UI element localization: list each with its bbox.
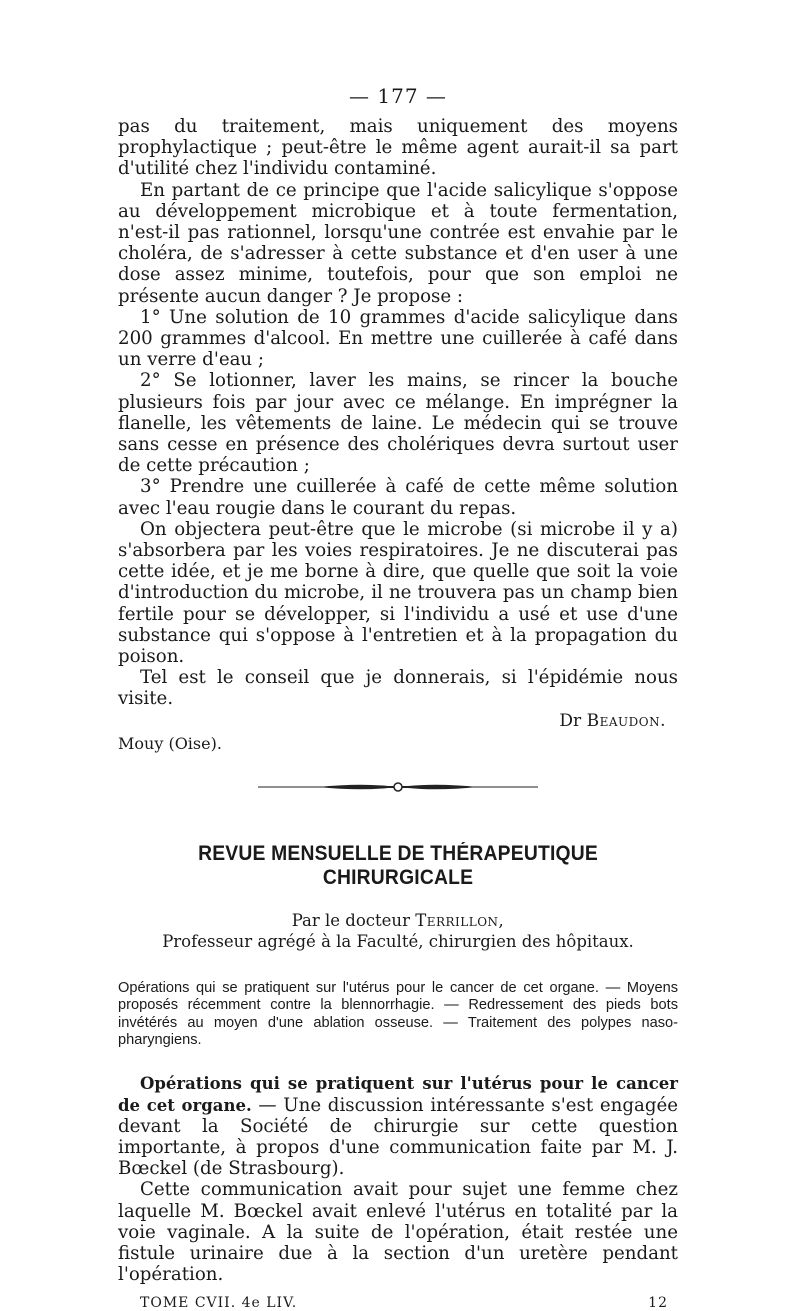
signature-prefix: Dr bbox=[559, 710, 582, 731]
paragraph-text: — Une discussion intéressante s'est engagée devant la Société de chirurgie sur cette question importante, à propos d'une communication faite par M. J. Bœckel (de Strasbourg). bbox=[118, 1094, 678, 1180]
author-signature bbox=[118, 710, 678, 732]
page-number: — 177 — bbox=[349, 84, 447, 108]
section-summary: Opérations qui se pratiquent sur l'utérus pour le cancer de cet organe. — Moyens proposés récemment contre la blennorrhagie. — Redressement des pieds bots invétérés au moyen d'une ablation osseuse. — Traitement des polypes naso-pharyngiens. bbox=[118, 979, 678, 1048]
byline bbox=[118, 910, 678, 952]
ornamental-divider bbox=[258, 780, 538, 794]
volume-signature: TOME CVII. 4e LIV. bbox=[140, 1295, 298, 1311]
paragraph: On objectera peut-être que le microbe (si microbe il y a) s'absorbera par les voies respiratoires. Je ne discuterai pas cette idée, et je me borne à dire, que quelle que soit la voie d'introduction du microbe, il ne trouvera pas un champ bien fertile pour se développer, si l'individu a usé et use d'une substance qui s'oppose à l'entretien et à la propagation du poison. bbox=[118, 518, 678, 668]
paragraph: 2° Se lotionner, laver les mains, se rincer la bouche plusieurs fois par jour avec ce mélange. En imprégner la flanelle, les vêtements de laine. Le médecin qui se trouve sans cesse en présence des cholériques devra surtout user de cette précaution ; bbox=[118, 370, 678, 477]
runin-heading: Opérations qui se pratiquent sur l'utérus pour le cancer de cet organe. bbox=[118, 1074, 678, 1115]
paragraph: 1° Une solution de 10 grammes d'acide salicylique dans 200 grammes d'alcool. En mettre une cuillerée à café dans un verre d'eau ; bbox=[118, 306, 678, 371]
paragraph: 3° Prendre une cuillerée à café de cette même solution avec l'eau rougie dans le courant du repas. bbox=[118, 476, 678, 519]
sheet-number: 12 bbox=[648, 1295, 668, 1311]
book-page bbox=[118, 84, 678, 1311]
signature-name: Beaudon. bbox=[586, 710, 666, 731]
section-title: REVUE MENSUELLE DE THÉRAPEUTIQUE CHIRURGICALE bbox=[198, 841, 598, 889]
page-footer bbox=[118, 1295, 678, 1311]
article-uterus-cancer bbox=[118, 1073, 678, 1285]
paragraph: Cette communication avait pour sujet une femme chez laquelle M. Bœckel avait enlevé l'utérus en totalité par la voie vaginale. A la suite de l'opération, était restée une fistule urinaire due à la section d'un uretère pendant l'opération. bbox=[118, 1179, 678, 1286]
paragraph: En partant de ce principe que l'acide salicylique s'oppose au développement microbique et à toute fermentation, n'est-il pas rationnel, lorsqu'une contrée est envahie par le choléra, de s'adresser à cette substance et d'en user à une dose assez minime, toutefois, pour que son emploi ne présente aucun danger ? Je propose : bbox=[118, 179, 678, 307]
author-name: Terrillon, bbox=[415, 910, 505, 930]
paragraph: Tel est le conseil que je donnerais, si l'épidémie nous visite. bbox=[118, 667, 678, 710]
signature-place: Mouy (Oise). bbox=[118, 733, 222, 753]
paragraph bbox=[118, 1073, 678, 1179]
paragraph: pas du traitement, mais uniquement des moyens prophylactique ; peut-être le même agent aurait-il sa part d'utilité chez l'individu contaminé. bbox=[118, 116, 678, 180]
author-affiliation: Professeur agrégé à la Faculté, chirurgien des hôpitaux. bbox=[162, 931, 634, 951]
byline-prefix: Par le docteur bbox=[291, 910, 410, 930]
article-cholera-prophylaxis bbox=[118, 116, 678, 754]
